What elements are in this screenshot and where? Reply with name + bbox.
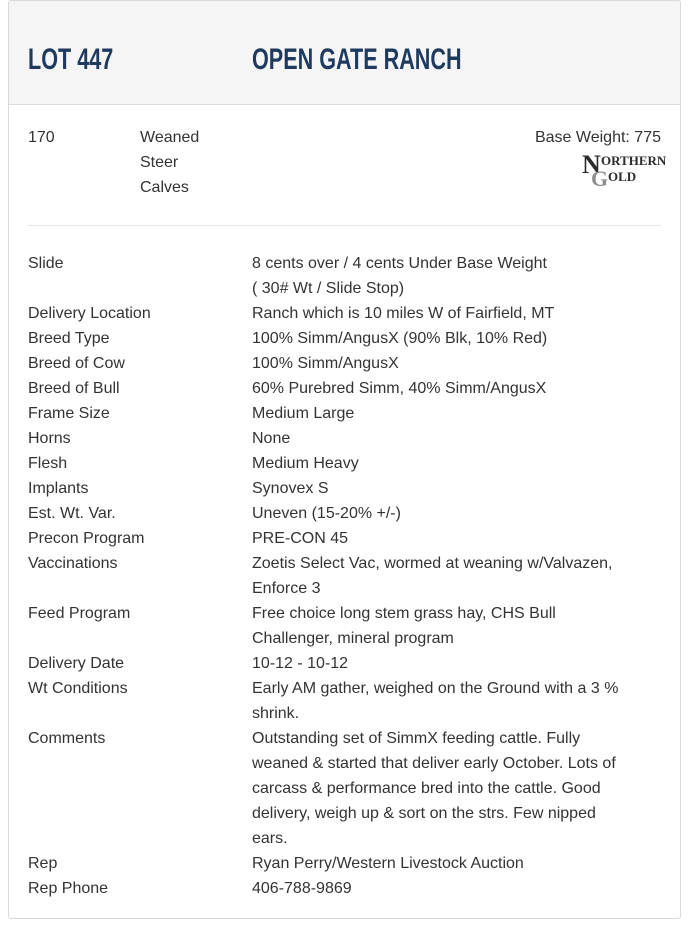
detail-row [28, 326, 668, 351]
detail-row [28, 876, 668, 901]
detail-value [252, 876, 668, 901]
divider [28, 225, 661, 226]
detail-value-line: 8 cents over / 4 cents Under Base Weight [252, 255, 547, 272]
detail-label: Delivery Date [28, 655, 125, 672]
detail-label: Horns [28, 430, 71, 447]
detail-row [28, 601, 668, 651]
detail-value [252, 401, 668, 426]
detail-value [252, 551, 668, 601]
detail-value-line: Challenger, mineral program [252, 630, 454, 647]
detail-value [252, 851, 668, 876]
detail-label: Wt Conditions [28, 680, 128, 697]
detail-row [28, 651, 668, 676]
detail-value-line: Ranch which is 10 miles W of Fairfield, MT [252, 305, 555, 322]
description-line: Calves [140, 179, 189, 196]
detail-row [28, 526, 668, 551]
detail-value [252, 526, 668, 551]
detail-value-line: 10-12 - 10-12 [252, 655, 349, 672]
northern-gold-logo [581, 148, 681, 188]
detail-value [252, 651, 668, 676]
detail-row [28, 376, 668, 401]
detail-label: Rep Phone [28, 880, 109, 897]
detail-row [28, 401, 668, 426]
detail-label: Vaccinations [28, 555, 118, 572]
detail-row [28, 476, 668, 501]
detail-value [252, 601, 668, 651]
detail-value-line: carcass & performance bred into the cattle. Good [252, 780, 601, 797]
detail-value [252, 376, 668, 401]
detail-row [28, 676, 668, 726]
detail-row [28, 726, 668, 851]
detail-value-line: Ryan Perry/Western Livestock Auction [252, 855, 524, 872]
detail-row [28, 251, 668, 301]
detail-row [28, 451, 668, 476]
detail-value [252, 476, 668, 501]
detail-row [28, 851, 668, 876]
detail-value [252, 501, 668, 526]
detail-value [252, 426, 668, 451]
lot-card [8, 0, 681, 919]
card-header [9, 1, 680, 105]
lot-summary [9, 105, 680, 226]
detail-value-line: Free choice long stem grass hay, CHS Bull [252, 605, 556, 622]
cattle-description [140, 125, 199, 200]
logo-word-gold: OLD [608, 169, 637, 184]
detail-label: Precon Program [28, 530, 145, 547]
detail-label: Comments [28, 730, 106, 747]
logo-word-northern: ORTHERN [601, 153, 667, 168]
detail-value-line: Uneven (15-20% +/-) [252, 505, 401, 522]
detail-value-line: 60% Purebred Simm, 40% Simm/AngusX [252, 380, 547, 397]
detail-row [28, 501, 668, 526]
detail-value [252, 676, 668, 726]
detail-value [252, 451, 668, 476]
detail-value-line: 100% Simm/AngusX (90% Blk, 10% Red) [252, 330, 548, 347]
detail-label: Est. Wt. Var. [28, 505, 116, 522]
logo-letter-n: N [582, 150, 601, 179]
detail-value-line: Outstanding set of SimmX feeding cattle. Fully [252, 730, 581, 747]
ranch-name: OPEN GATE RANCH [252, 43, 462, 76]
detail-value [252, 726, 668, 851]
detail-value-line: ears. [252, 830, 288, 847]
detail-value [252, 251, 668, 301]
detail-row [28, 551, 668, 601]
detail-row [28, 351, 668, 376]
detail-label: Feed Program [28, 605, 131, 622]
detail-value-line: 406-788-9869 [252, 880, 352, 897]
detail-value-line: Zoetis Select Vac, wormed at weaning w/Valvazen, [252, 555, 613, 572]
description-line: Steer [140, 154, 179, 171]
detail-row [28, 426, 668, 451]
detail-value-line: Early AM gather, weighed on the Ground with a 3 % [252, 680, 619, 697]
detail-label: Delivery Location [28, 305, 151, 322]
detail-label: Frame Size [28, 405, 110, 422]
detail-value-line: ( 30# Wt / Slide Stop) [252, 280, 405, 297]
detail-row [28, 301, 668, 326]
detail-value [252, 301, 668, 326]
detail-label: Breed of Bull [28, 380, 120, 397]
detail-value-line: Enforce 3 [252, 580, 321, 597]
detail-value-line: weaned & started that deliver early October. Lots of [252, 755, 616, 772]
base-weight: Base Weight: 775 [534, 129, 661, 146]
detail-label: Breed Type [28, 330, 110, 347]
detail-value-line: shrink. [252, 705, 300, 722]
detail-value-line: Medium Large [252, 405, 355, 422]
head-count: 170 [28, 129, 55, 146]
detail-label: Breed of Cow [28, 355, 125, 372]
detail-label: Implants [28, 480, 89, 497]
detail-label: Slide [28, 255, 64, 272]
detail-label: Rep [28, 855, 58, 872]
detail-value-line: Synovex S [252, 480, 329, 497]
description-line: Weaned [140, 129, 200, 146]
detail-label: Flesh [28, 455, 68, 472]
detail-value-line: PRE-CON 45 [252, 530, 349, 547]
lot-number: LOT 447 [28, 43, 114, 76]
logo-letter-g: G [591, 166, 609, 188]
detail-value-line: None [252, 430, 291, 447]
detail-value [252, 351, 668, 376]
detail-value [252, 326, 668, 351]
lot-details-list [28, 251, 668, 901]
detail-value-line: 100% Simm/AngusX [252, 355, 399, 372]
detail-value-line: Medium Heavy [252, 455, 359, 472]
detail-value-line: delivery, weigh up & sort on the strs. Few nipped [252, 805, 596, 822]
